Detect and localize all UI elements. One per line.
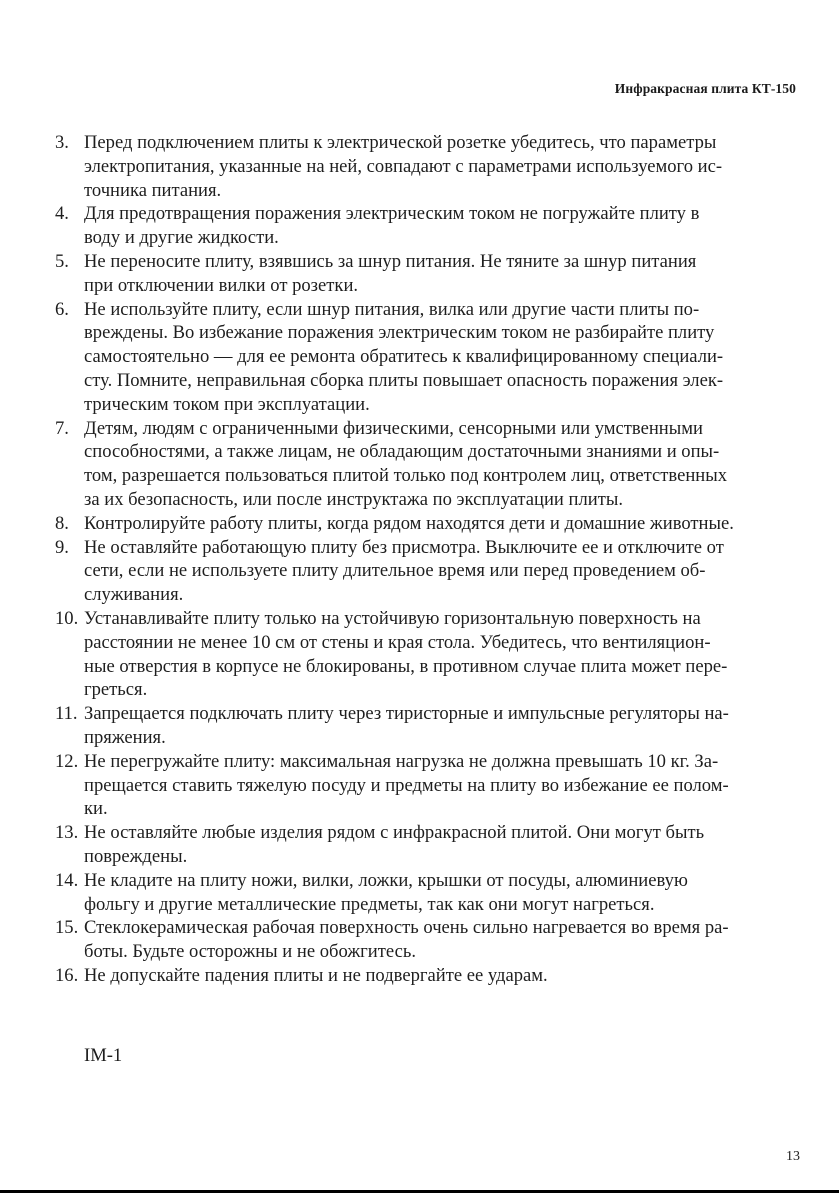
- rule-item: [55, 250, 775, 298]
- rule-number: 4.: [55, 203, 69, 225]
- rule-text-line: ки.: [84, 798, 108, 820]
- rule-text-line: фольгу и другие металлические предметы, так как они могут нагреться.: [84, 893, 655, 915]
- rule-text-line: боты. Будьте осторожны и не обожгитесь.: [84, 941, 416, 963]
- rule-text-line: греться.: [84, 679, 148, 701]
- rule-text-line: Для предотвращения поражения электрическим током не погружайте плиту в: [84, 203, 700, 225]
- rule-text-line: Не переносите плиту, взявшись за шнур питания. Не тяните за шнур питания: [84, 250, 697, 272]
- rule-item: [55, 131, 775, 202]
- rule-text-line: повреждены.: [84, 845, 188, 867]
- document-code: IM-1: [84, 1045, 123, 1066]
- rule-text-line: Стеклокерамическая рабочая поверхность очень сильно нагревается во время ра-: [84, 917, 729, 939]
- rule-text-line: Не перегружайте плиту: максимальная нагрузка не должна превышать 10 кг. За-: [84, 750, 719, 772]
- rule-number: 8.: [55, 512, 69, 534]
- rule-number: 7.: [55, 417, 69, 439]
- rule-item: [55, 869, 775, 917]
- rule-number: 12.: [55, 750, 79, 772]
- rule-text-line: самостоятельно — для ее ремонта обратитесь к квалифицированному специали-: [84, 346, 724, 368]
- rule-number: 9.: [55, 536, 69, 558]
- rule-number: 10.: [55, 607, 79, 629]
- rule-text-line: способностями, а также лицам, не обладающим достаточными знаниями и опы-: [84, 441, 720, 463]
- rule-item: [55, 512, 775, 536]
- rule-number: 13.: [55, 822, 79, 844]
- rule-item: [55, 298, 775, 417]
- rule-text-line: Перед подключением плиты к электрической розетке убедитесь, что параметры: [84, 132, 717, 153]
- rule-text-line: воду и другие жидкости.: [84, 227, 279, 249]
- rule-text-line: за их безопасность, или после инструктажа по эксплуатации плиты.: [84, 488, 623, 510]
- rule-text-line: при отключении вилки от розетки.: [84, 274, 359, 296]
- rule-text-line: сту. Помните, неправильная сборка плиты повышает опасность поражения элек-: [84, 369, 724, 391]
- rule-text-line: пряжения.: [84, 726, 166, 748]
- rule-text-line: Не оставляйте работающую плиту без присмотра. Выключите ее и отключите от: [84, 536, 724, 558]
- rule-text-line: Не используйте плиту, если шнур питания, вилка или другие части плиты по-: [84, 298, 700, 320]
- rule-text-line: вреждены. Во избежание поражения электрическим током не разбирайте плиту: [84, 322, 715, 344]
- rule-text-line: расстоянии не менее 10 см от стены и края стола. Убедитесь, что вентиляцион-: [84, 631, 711, 653]
- rule-item: [55, 607, 775, 702]
- rule-item: [55, 536, 775, 607]
- rule-text-line: прещается ставить тяжелую посуду и предметы на плиту во избежание ее полом-: [84, 774, 729, 796]
- rule-text-line: Не оставляйте любые изделия рядом с инфракрасной плитой. Они могут быть: [84, 822, 705, 844]
- rule-number: 6.: [55, 298, 69, 320]
- rule-number: 15.: [55, 917, 79, 939]
- rule-text-line: Детям, людям с ограниченными физическими, сенсорными или умственными: [84, 417, 703, 439]
- rule-text-line: Не допускайте падения плиты и не подвергайте ее ударам.: [84, 964, 548, 986]
- running-header: Инфракрасная плита КТ-150: [614, 81, 796, 96]
- safety-rules-list: [55, 131, 775, 988]
- rule-item: [55, 821, 775, 869]
- rule-text-line: сети, если не используете плиту длительное время или перед проведением об-: [84, 560, 706, 582]
- rule-item: [55, 964, 775, 988]
- rule-text-line: электропитания, указанные на ней, совпадают с параметрами используемого ис-: [84, 155, 723, 177]
- rule-text-line: ные отверстия в корпусе не блокированы, в противном случае плита может пере-: [84, 655, 728, 677]
- rule-number: 5.: [55, 250, 69, 272]
- rule-text-line: служивания.: [84, 584, 184, 606]
- rule-item: [55, 750, 775, 821]
- rule-item: [55, 417, 775, 512]
- rule-item: [55, 202, 775, 250]
- rule-text-line: Запрещается подключать плиту через тиристорные и импульсные регуляторы на-: [84, 703, 729, 725]
- rule-number: 3.: [55, 132, 69, 153]
- rule-text-line: точника питания.: [84, 179, 222, 201]
- rule-item: [55, 916, 775, 964]
- rule-number: 14.: [55, 869, 79, 891]
- rule-text-line: Не кладите на плиту ножи, вилки, ложки, крышки от посуды, алюминиевую: [84, 869, 688, 891]
- rule-text-line: Устанавливайте плиту только на устойчивую горизонтальную поверхность на: [84, 607, 701, 629]
- rule-text-line: трическим током при эксплуатации.: [84, 393, 370, 415]
- page-number: 13: [786, 1149, 800, 1164]
- rule-text-line: Контролируйте работу плиты, когда рядом находятся дети и домашние животные.: [84, 512, 734, 534]
- rule-item: [55, 702, 775, 750]
- rule-number: 11.: [55, 703, 78, 725]
- rule-text-line: том, разрешается пользоваться плитой только под контролем лиц, ответственных: [84, 465, 728, 487]
- rule-number: 16.: [55, 964, 79, 986]
